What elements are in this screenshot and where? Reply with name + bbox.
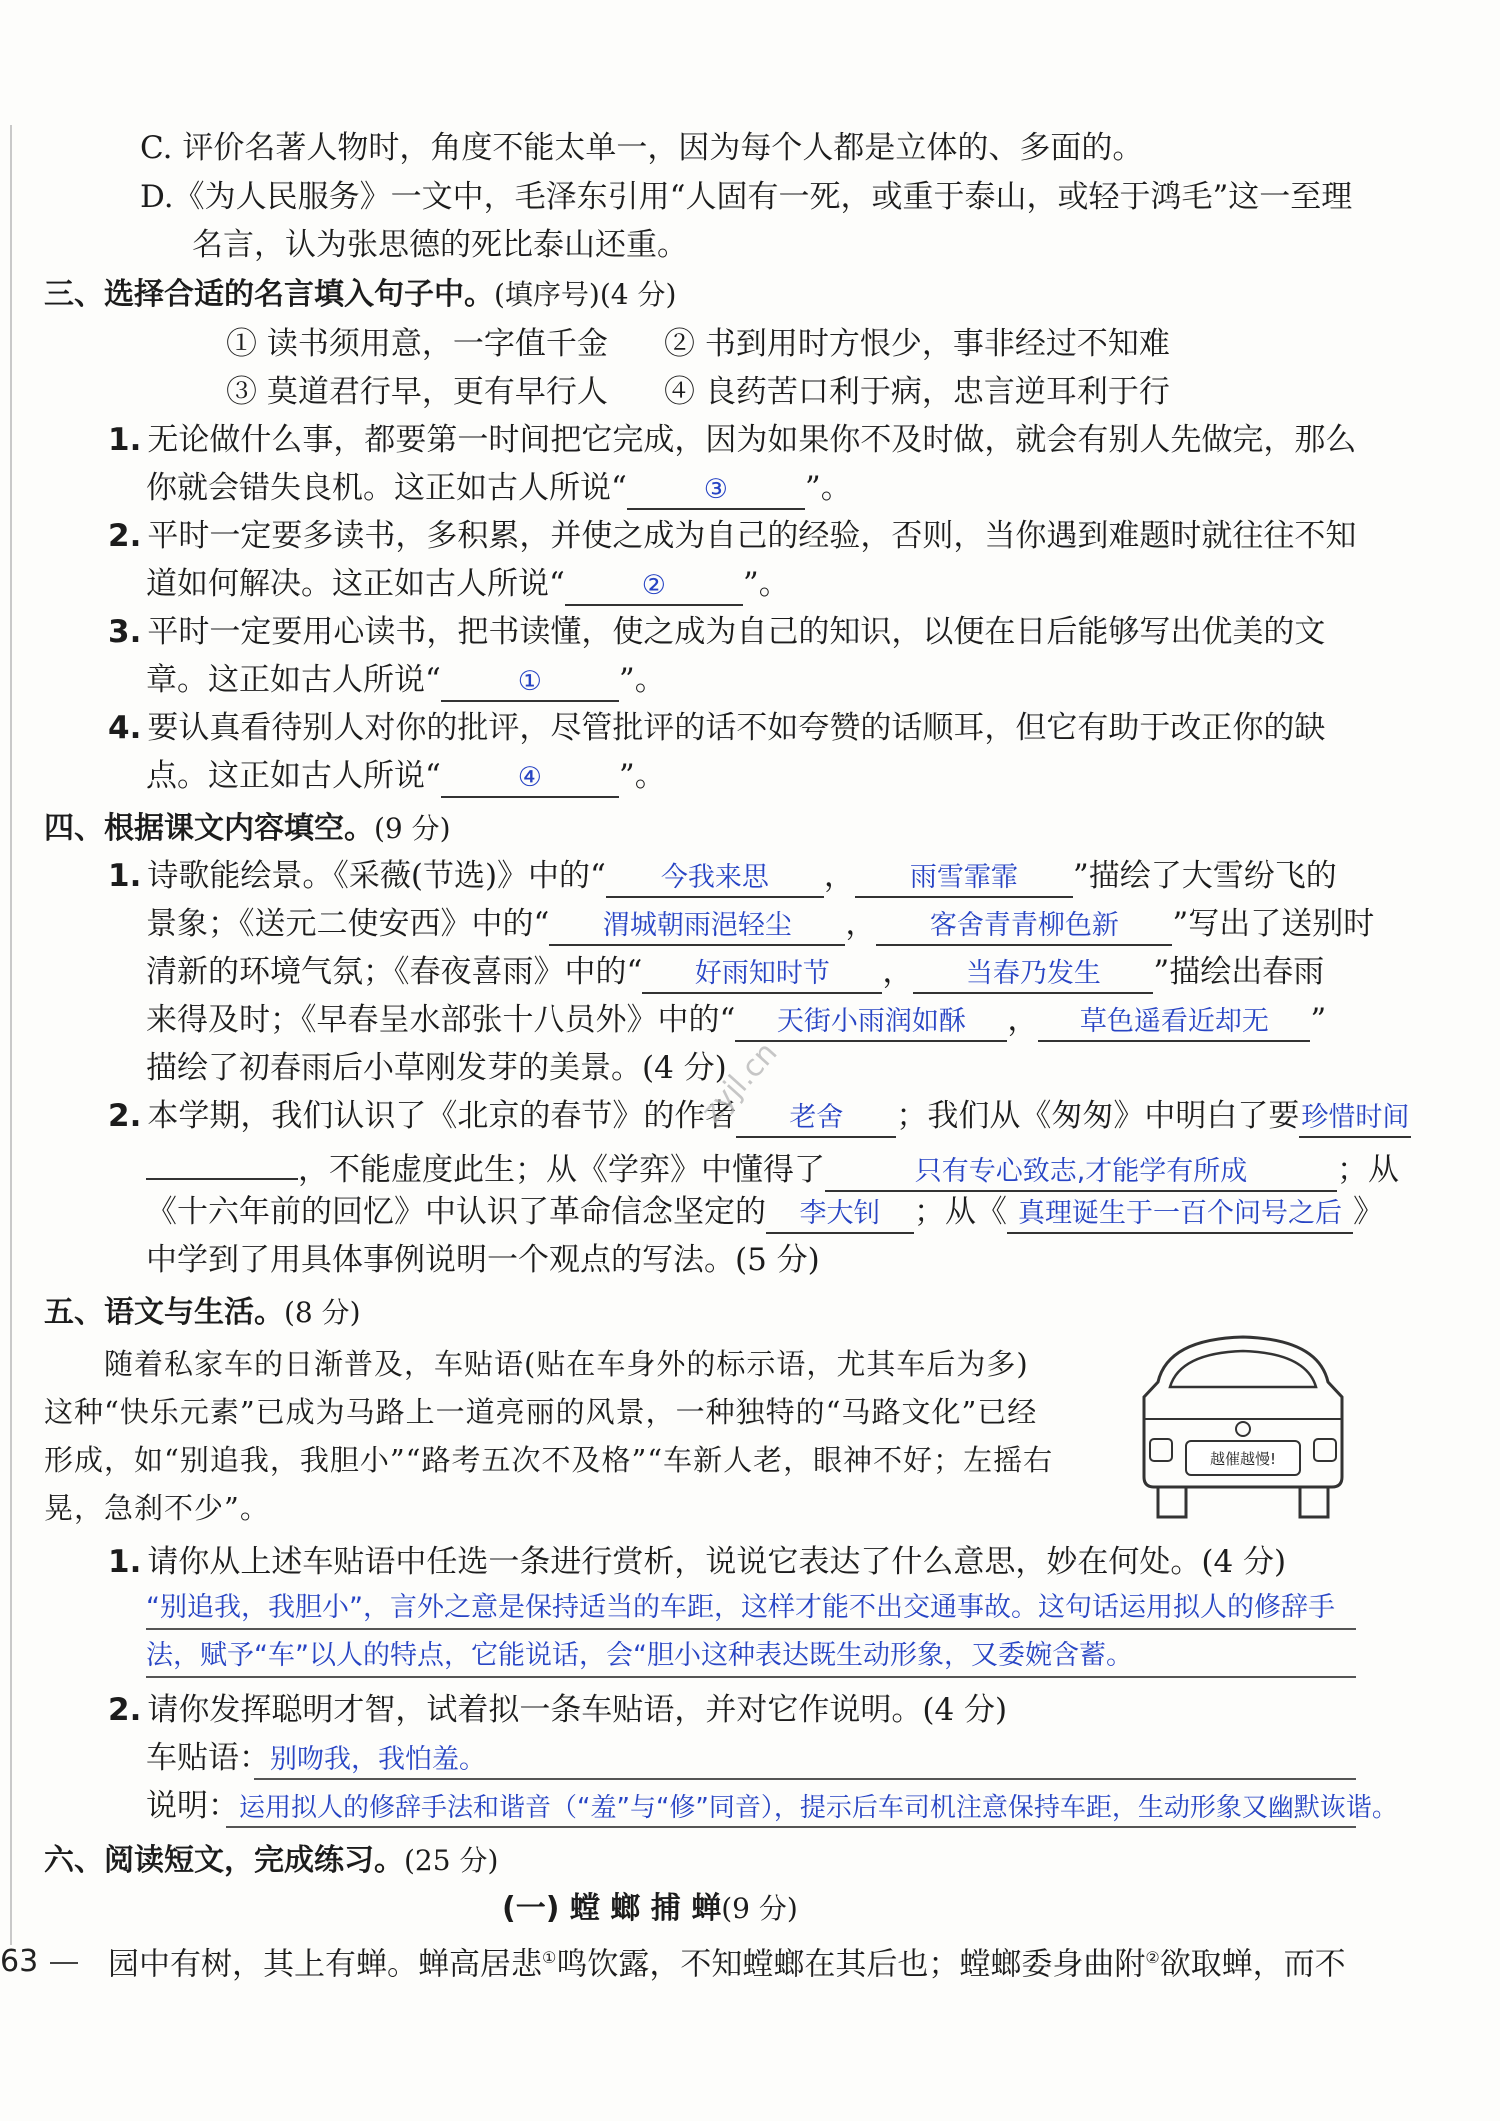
s4-q1-text8: ” <box>1310 1002 1327 1038</box>
option-d-line2: 名言，认为张思德的死比泰山还重。 <box>192 227 688 263</box>
comma: ， <box>845 906 877 942</box>
s4-q2-line3 <box>146 1190 1384 1234</box>
s4-q1-answer5[interactable]: 好雨知时节 <box>642 956 882 994</box>
s3-q4-text2: 点。这正如古人所说“ <box>146 758 441 794</box>
passage-title-text: (一) 螳 螂 捕 蝉 <box>502 1891 722 1926</box>
s5-q1-answer-line1[interactable]: “别追我，我胆小”，言外之意是保持适当的车距，这样才能不出交通事故。这句话运用拟人的修辞手 <box>146 1592 1335 1623</box>
s4-q1-text2: ”描绘了大雪纷飞的 <box>1072 858 1337 894</box>
comma: ， <box>1007 1002 1039 1038</box>
s4-q1-answer6[interactable]: 当春乃发生 <box>913 956 1153 994</box>
s4-q2-answer3[interactable]: 只有专心致志,才能学有所成 <box>825 1154 1337 1192</box>
s4-q1-line4 <box>146 998 1326 1042</box>
s5-para-line4: 晃，急刹不少”。 <box>44 1491 270 1525</box>
section6-score: (25 分) <box>404 1844 499 1877</box>
s4-q2-text4: ；从 <box>1337 1152 1399 1188</box>
s4-q2-answer5[interactable]: 真理诞生于一百个问号之后 <box>1007 1196 1353 1234</box>
s5-q2-line <box>108 1688 1007 1732</box>
s3-q3-line2 <box>146 658 666 702</box>
s4-q1-text6: ”描绘出春雨 <box>1153 954 1325 990</box>
s4-q2-line1 <box>108 1094 1411 1138</box>
comma: ， <box>882 954 914 990</box>
s5-q1-line <box>108 1540 1286 1584</box>
comma: ， <box>823 858 855 894</box>
s3-q2-text2: 道如何解决。这正如古人所说“ <box>146 566 565 602</box>
s3-q1-line1 <box>108 418 1356 462</box>
answer-rule <box>254 1778 1356 1780</box>
s3-q1-text2: 你就会错失良机。这正如古人所说“ <box>146 470 627 506</box>
passage-text-c: 欲取蝉，而不 <box>1159 1946 1346 1983</box>
s4-q1-answer2[interactable]: 雨雪霏霏 <box>855 860 1073 898</box>
s4-q1-number: 1. <box>108 858 142 894</box>
answer-rule <box>146 1628 1356 1630</box>
s4-q2-answer1[interactable]: 老舍 <box>736 1100 896 1138</box>
s4-q1-text7: 来得及时；《早春呈水部张十八员外》中的“ <box>146 1002 736 1038</box>
s3-q3-text: 平时一定要用心读书，把书读懂，使之成为自己的知识，以便在日后能够写出优美的文 <box>147 614 1326 650</box>
s3-q4-number: 4. <box>108 710 142 746</box>
s4-q2-text2: ；我们从《匆匆》中明白了要 <box>896 1098 1300 1134</box>
s3-q4-line1 <box>108 706 1325 750</box>
s3-q2-end: ”。 <box>742 566 790 602</box>
passage-line1 <box>108 1936 1346 1986</box>
s5-q2-text: 请你发挥聪明才智，试着拟一条车贴语，并对它作说明。(4 分) <box>147 1692 1008 1728</box>
section4-title: 四、根据课文内容填空。 <box>44 811 374 846</box>
s3-q2-answer[interactable]: ② <box>565 568 743 606</box>
s3-q2-number: 2. <box>108 518 142 554</box>
s5-q1-answer-line2[interactable]: 法，赋予“车”以人的特点，它能说话，会“胆小这种表达既生动形象，又委婉含蓄。 <box>146 1640 1133 1671</box>
s4-q1-text4: ”写出了送别时 <box>1172 906 1375 942</box>
page-number-dash <box>50 1962 78 1964</box>
s3-q1-end: ”。 <box>804 470 852 506</box>
car-rear-illustration <box>1128 1327 1358 1527</box>
quote-option-1: ① 读书须用意，一字值千金 <box>226 326 608 362</box>
s3-q1-text: 无论做什么事，都要第一时间把它完成，因为如果你不及时做，就会有别人先做完，那么 <box>147 422 1357 458</box>
quote-option-4: ④ 良药苦口利于病，忠言逆耳利于行 <box>664 374 1170 410</box>
s4-q1-line3 <box>146 950 1324 994</box>
s4-q2-answer4[interactable]: 李大钊 <box>766 1196 914 1234</box>
s4-q2-text1: 本学期，我们认识了《北京的春节》的作者 <box>147 1098 737 1134</box>
s4-q2-text3: ，不能虚度此生；从《学弈》中懂得了 <box>298 1152 825 1188</box>
s4-q2-text5: 《十六年前的回忆》中认识了革命信念坚定的 <box>146 1194 766 1230</box>
option-c: C. 评价名著人物时，角度不能太单一，因为每个人都是立体的、多面的。 <box>140 130 1144 166</box>
s5-q1-number: 1. <box>108 1544 142 1580</box>
s4-q2-line4: 中学到了用具体事例说明一个观点的写法。(5 分) <box>146 1242 820 1278</box>
quote-option-3: ③ 莫道君行早，更有早行人 <box>226 374 608 410</box>
passage-score: (9 分) <box>721 1892 798 1925</box>
explain-label: 说明： <box>146 1788 239 1824</box>
s4-q1-answer3[interactable]: 渭城朝雨浥轻尘 <box>549 908 845 946</box>
s5-para-line1: 随着私家车的日渐普及，车贴语(贴在车身外的标示语，尤其车后为多) <box>104 1347 1029 1381</box>
s4-q1-answer1[interactable]: 今我来思 <box>606 860 824 898</box>
section5-score: (8 分) <box>284 1296 361 1329</box>
slogan-answer[interactable]: 别吻我，我怕羞。 <box>270 1744 486 1775</box>
s3-q4-answer[interactable]: ④ <box>441 760 619 798</box>
s3-q1-line2 <box>146 466 852 510</box>
s3-q3-end: ”。 <box>618 662 666 698</box>
answer-rule <box>146 1676 1356 1678</box>
section3-score: (填序号)(4 分) <box>494 278 677 311</box>
s3-q3-answer[interactable]: ① <box>441 664 619 702</box>
s3-q2-line1 <box>108 514 1356 558</box>
quote-option-2: ② 书到用时方恨少，事非经过不知难 <box>664 326 1170 362</box>
footnote-mark-1: ① <box>542 1948 557 1967</box>
s3-q3-text2: 章。这正如古人所说“ <box>146 662 441 698</box>
s4-q2-answer2[interactable]: 珍惜时间 <box>1299 1100 1411 1138</box>
s4-q1-text5: 清新的环境气氛；《春夜喜雨》中的“ <box>146 954 643 990</box>
s5-para-line3: 形成，如“别追我，我胆小”“路考五次不及格”“车新人老，眼神不好；左摇右 <box>44 1443 1054 1477</box>
slogan-label: 车贴语： <box>146 1740 270 1776</box>
s5-q2-explain-row <box>146 1784 1398 1830</box>
option-d-line1: D.《为人民服务》一文中，毛泽东引用“人固有一死，或重于泰山，或轻于鸿毛”这一至理 <box>140 179 1353 215</box>
left-margin-rule <box>10 125 12 1945</box>
page-number: 63 <box>0 1944 39 1979</box>
s3-q4-text: 要认真看待别人对你的批评，尽管批评的话不如夸赞的话顺耳，但它有助于改正你的缺 <box>147 710 1326 746</box>
section3-heading <box>44 272 676 317</box>
section4-score: (9 分) <box>374 812 451 845</box>
s4-q1-line2 <box>146 902 1374 946</box>
s3-q1-number: 1. <box>108 422 142 458</box>
s4-q1-line1 <box>108 854 1337 898</box>
s4-q1-text3: 景象；《送元二使安西》中的“ <box>146 906 550 942</box>
car-sticker-text: 越催越慢! <box>1209 1450 1277 1468</box>
footnote-mark-2: ② <box>1145 1948 1160 1967</box>
answer-rule <box>226 1826 1356 1828</box>
s3-q3-line1 <box>108 610 1325 654</box>
s3-q1-answer[interactable]: ③ <box>627 472 805 510</box>
section4-heading <box>44 806 451 851</box>
s4-q1-answer4[interactable]: 客舍青青柳色新 <box>876 908 1172 946</box>
section6-heading <box>44 1838 498 1883</box>
s3-q2-text: 平时一定要多读书，多积累，并使之成为自己的经验，否则，当你遇到难题时就往往不知 <box>147 518 1357 554</box>
s4-q2-number: 2. <box>108 1098 142 1134</box>
section6-title: 六、阅读短文，完成练习。 <box>44 1843 404 1878</box>
s3-q2-line2 <box>146 562 790 606</box>
s3-q4-line2 <box>146 754 666 798</box>
section5-heading <box>44 1290 361 1335</box>
s4-q2-text7: 》 <box>1353 1194 1384 1230</box>
s4-q1-answer7[interactable]: 天街小雨润如酥 <box>735 1004 1007 1042</box>
section3-title: 三、选择合适的名言填入句子中。 <box>44 277 494 312</box>
passage-text-a: 园中有树，其上有蝉。蝉高居悲 <box>108 1946 542 1983</box>
explain-answer[interactable]: 运用拟人的修辞手法和谐音（“羞”与“修”同音），提示后车司机注意保持车距，生动形象又幽默诙谐。 <box>239 1793 1398 1823</box>
s4-q2-blank-cont <box>146 1142 298 1180</box>
s4-q2-line2 <box>146 1142 1399 1192</box>
s4-q1-text1: 诗歌能绘景。《采薇(节选)》中的“ <box>147 858 606 894</box>
section5-title: 五、语文与生活。 <box>44 1295 284 1330</box>
s5-q2-slogan-row <box>146 1736 486 1782</box>
passage-title <box>502 1886 798 1931</box>
s3-q4-end: ”。 <box>618 758 666 794</box>
s4-q2-text6: ；从《 <box>914 1194 1007 1230</box>
passage-text-b: 鸣饮露，不知螳螂在其后也；螳螂委身曲附 <box>556 1946 1146 1983</box>
s3-q3-number: 3. <box>108 614 142 650</box>
s5-q1-text: 请你从上述车贴语中任选一条进行赏析，说说它表达了什么意思，妙在何处。(4 分) <box>147 1544 1287 1580</box>
s5-q2-number: 2. <box>108 1692 142 1728</box>
s5-para-line2: 这种“快乐元素”已成为马路上一道亮丽的风景，一种独特的“马路文化”已经 <box>44 1395 1038 1429</box>
s4-q1-line5: 描绘了初春雨后小草刚发芽的美景。(4 分) <box>146 1050 727 1086</box>
s4-q1-answer8[interactable]: 草色遥看近却无 <box>1038 1004 1310 1042</box>
watermark: zyjl.cn <box>694 1035 785 1130</box>
